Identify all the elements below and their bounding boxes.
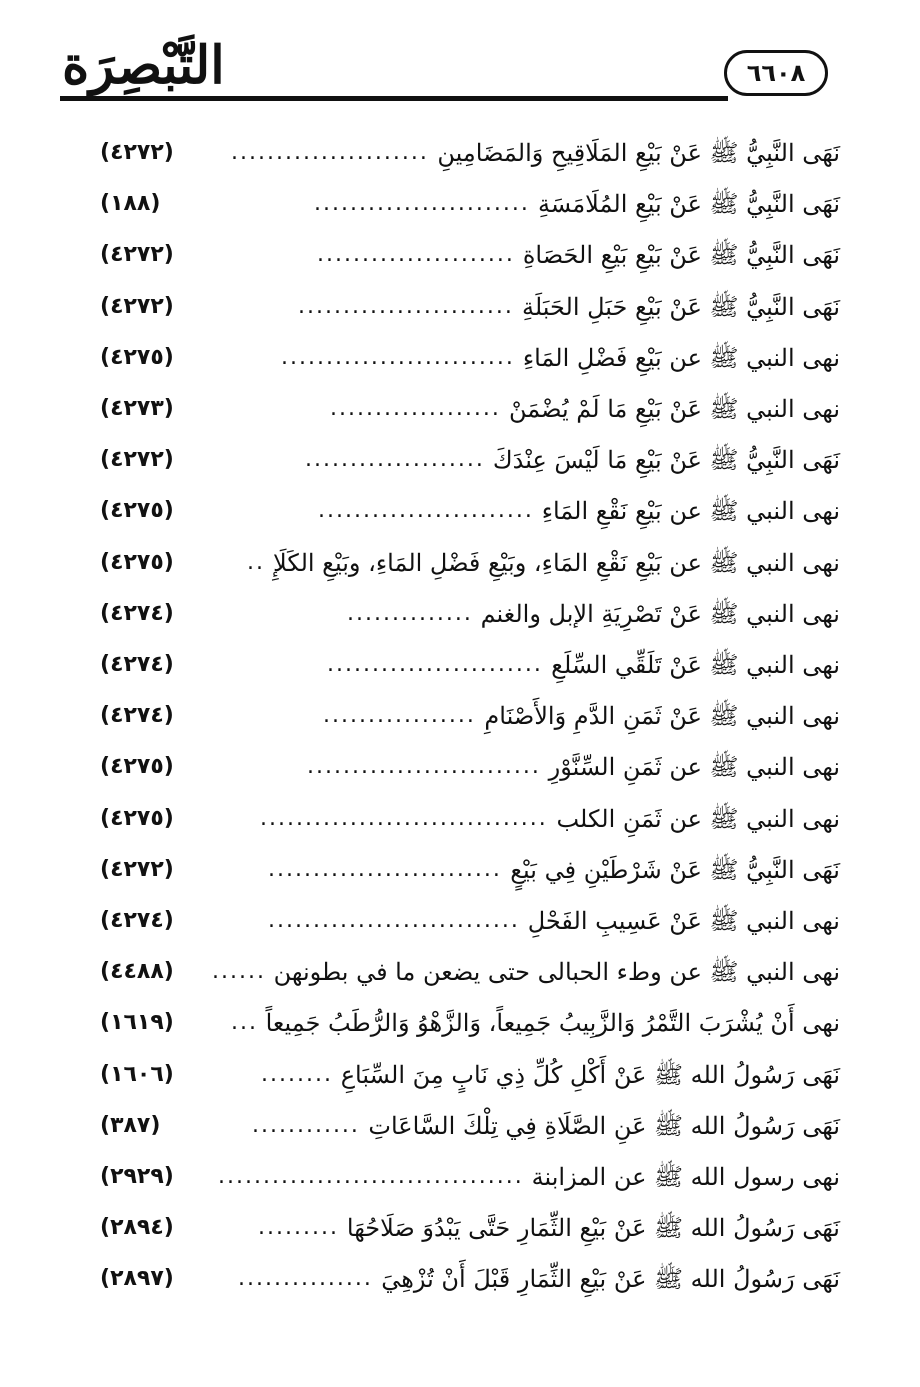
entry-reference-number: (٤٢٧٤) [100, 652, 174, 677]
entry-leader-dots: ........................ [327, 652, 543, 677]
entry-leader-dots: .. [247, 549, 265, 575]
entry-reference-number: (٤٢٧٢) [100, 447, 174, 473]
entry-leader-dots: .......................... [281, 344, 515, 370]
entry-reference-number: (١٨٨) [100, 191, 161, 217]
index-entry [100, 181, 840, 227]
entry-leader-dots: ............ [252, 1112, 360, 1138]
entry-text: نهى النبي ﷺ عَنْ ثَمَنِ الدَّمِ وَالأَصْنَامِ [484, 702, 840, 731]
entry-text: نهى النبي ﷺ عَنْ تَصْرِيَةِ الإبل والغنم [480, 599, 840, 628]
entry-leader-dots: ............................ [268, 908, 520, 933]
entry-reference-number: (٤٢٧٤) [100, 703, 174, 729]
entry-leader-dots: ................................ [260, 805, 548, 831]
entry-reference-number: (٤٤٨٨) [100, 959, 174, 985]
entry-text: نهى النبي ﷺ عن بَيْعِ فَضْلِ المَاءِ [522, 343, 840, 372]
index-entry [100, 949, 840, 995]
entry-leader-dots: ........ [261, 1061, 333, 1087]
entry-text: نَهَى النَّبِيُّ ﷺ عَنْ بَيْعِ مَا لَيْسَ عِنْدَكَ [492, 446, 840, 475]
entry-text: نَهَى النَّبِيُّ ﷺ عَنْ بَيْعِ المَلَاقِيحِ وَالمَضَامِينِ [437, 139, 840, 167]
entry-leader-dots: ...................... [231, 140, 429, 165]
index-entry [100, 437, 840, 483]
entry-text: نَهَى النَّبِيُّ ﷺ عَنْ شَرْطَيْنِ فِي بَيْعٍ [510, 855, 840, 884]
index-entry [100, 488, 840, 534]
entry-leader-dots: ...... [212, 959, 266, 985]
index-entry [100, 540, 840, 586]
index-entry [100, 386, 840, 432]
entry-text: نهى النبي ﷺ عن بَيْعِ نَقْعِ المَاءِ [541, 497, 840, 526]
entry-leader-dots: ........................ [298, 293, 514, 319]
entry-reference-number: (٤٢٧٥) [100, 754, 174, 780]
entry-text: نهى رسول الله ﷺ عن المزابنة [531, 1163, 840, 1191]
entry-reference-number: (١٦١٩) [100, 1010, 174, 1036]
entry-reference-number: (١٦٠٦) [100, 1061, 174, 1087]
entry-leader-dots: ................. [323, 703, 476, 729]
entry-text: نهى النبي ﷺ عن ثَمَنِ الكلب [556, 804, 840, 833]
entry-leader-dots: ........................ [318, 498, 534, 524]
entry-text: نَهَى النَّبِيُّ ﷺ عَنْ بَيْعِ بَيْعِ الحَصَاةِ [522, 241, 840, 270]
entry-text: نهى النبي ﷺ عن بَيْعِ نَقْعِ المَاءِ، وبَيْعِ فَضْلِ المَاءِ، وبَيْعِ الكَلَإِ [273, 548, 840, 577]
entry-leader-dots: ................... [330, 396, 501, 421]
header-rule [60, 96, 728, 101]
entry-reference-number: (٤٢٧٥) [100, 344, 174, 370]
page-number: ٦٦٠٨ [724, 50, 828, 96]
index-entry [100, 796, 840, 842]
book-title: التَّبْصِرَة [62, 35, 225, 96]
index-entry [100, 1000, 840, 1046]
entry-text: نهى النبي ﷺ عن وطء الحبالى حتى يضعن ما في بطونهن [273, 958, 840, 987]
entry-reference-number: (٤٢٧٥) [100, 805, 174, 831]
entry-reference-number: (٤٢٧٤) [100, 600, 174, 626]
entry-reference-number: (٤٢٧٢) [100, 140, 174, 165]
index-entry [100, 642, 840, 688]
index-entry [100, 1256, 840, 1302]
entry-leader-dots: ...................... [317, 242, 515, 268]
entry-text: نهى أَنْ يُشْرَبَ التَّمْرُ وَالزَّبِيبُ جَمِيعاً، وَالزَّهْوُ وَالرُّطَبُ جَمِيعاً [265, 1009, 840, 1038]
entry-reference-number: (٤٢٧٥) [100, 498, 174, 524]
entry-leader-dots: ... [231, 1010, 258, 1036]
index-entry [100, 130, 840, 176]
index-entry [100, 335, 840, 381]
index-entry [100, 1154, 840, 1200]
entry-reference-number: (٢٨٩٧) [100, 1266, 174, 1292]
index-entry [100, 1052, 840, 1098]
index-entry [100, 744, 840, 790]
entry-reference-number: (٤٢٧٢) [100, 856, 174, 882]
entry-leader-dots: .................... [305, 447, 485, 473]
entry-text: نَهَى النَّبِيُّ ﷺ عَنْ بَيْعِ حَبَلِ الحَبَلَةِ [521, 292, 840, 321]
index-entry [100, 1205, 840, 1251]
entry-text: نهى النبي ﷺ عَنْ تَلَقِّي السِّلَعِ [551, 651, 840, 679]
entry-text: نهى النبي ﷺ عَنْ بَيْعِ مَا لَمْ يُضْمَنْ [509, 395, 840, 423]
entry-reference-number: (٤٢٧٥) [100, 549, 174, 575]
index-entry [100, 591, 840, 637]
entry-leader-dots: ............... [238, 1266, 373, 1292]
entry-leader-dots: .......................... [268, 856, 502, 882]
entry-text: نَهَى النَّبِيُّ ﷺ عَنْ بَيْعِ المُلَامَسَةِ [538, 190, 840, 219]
entry-reference-number: (٢٩٢٩) [100, 1164, 174, 1189]
entry-leader-dots: ......... [258, 1215, 339, 1241]
entry-reference-number: (٢٨٩٤) [100, 1215, 174, 1241]
index-entry [100, 847, 840, 893]
page-header [0, 0, 920, 110]
entry-text: نَهَى رَسُولُ الله ﷺ عَنْ بَيْعِ الثِّمَارِ قَبْلَ أَنْ تُزْهِيَ [381, 1265, 840, 1294]
entry-leader-dots: .......................... [307, 754, 541, 780]
index-entry [100, 232, 840, 278]
entry-text: نَهَى رَسُولُ الله ﷺ عَنِ الصَّلَاةِ فِي تِلْكَ السَّاعَاتِ [368, 1111, 840, 1140]
entry-leader-dots: ........................ [314, 191, 530, 217]
entry-text: نهى النبي ﷺ عَنْ عَسِيبِ الفَحْلِ [527, 907, 840, 935]
entry-text: نَهَى رَسُولُ الله ﷺ عَنْ بَيْعِ الثِّمَارِ حَتَّى يَبْدُوَ صَلَاحُهَا [346, 1214, 840, 1243]
index-entry [100, 284, 840, 330]
entry-reference-number: (٤٢٧٤) [100, 908, 174, 933]
entry-reference-number: (٤٢٧٢) [100, 242, 174, 268]
entry-text: نَهَى رَسُولُ الله ﷺ عَنْ أَكْلِ كُلِّ ذِي نَابٍ مِنَ السِّبَاعِ [340, 1060, 840, 1089]
index-entry [100, 693, 840, 739]
entry-reference-number: (٣٨٧) [100, 1112, 161, 1138]
entry-leader-dots: .............. [347, 600, 473, 626]
index-entry [100, 898, 840, 944]
entry-leader-dots: .................................. [218, 1164, 524, 1189]
entry-text: نهى النبي ﷺ عن ثَمَنِ السِّنَّوْرِ [548, 753, 840, 782]
entry-reference-number: (٤٢٧٣) [100, 396, 174, 421]
entry-reference-number: (٤٢٧٢) [100, 293, 174, 319]
index-entry [100, 1103, 840, 1149]
